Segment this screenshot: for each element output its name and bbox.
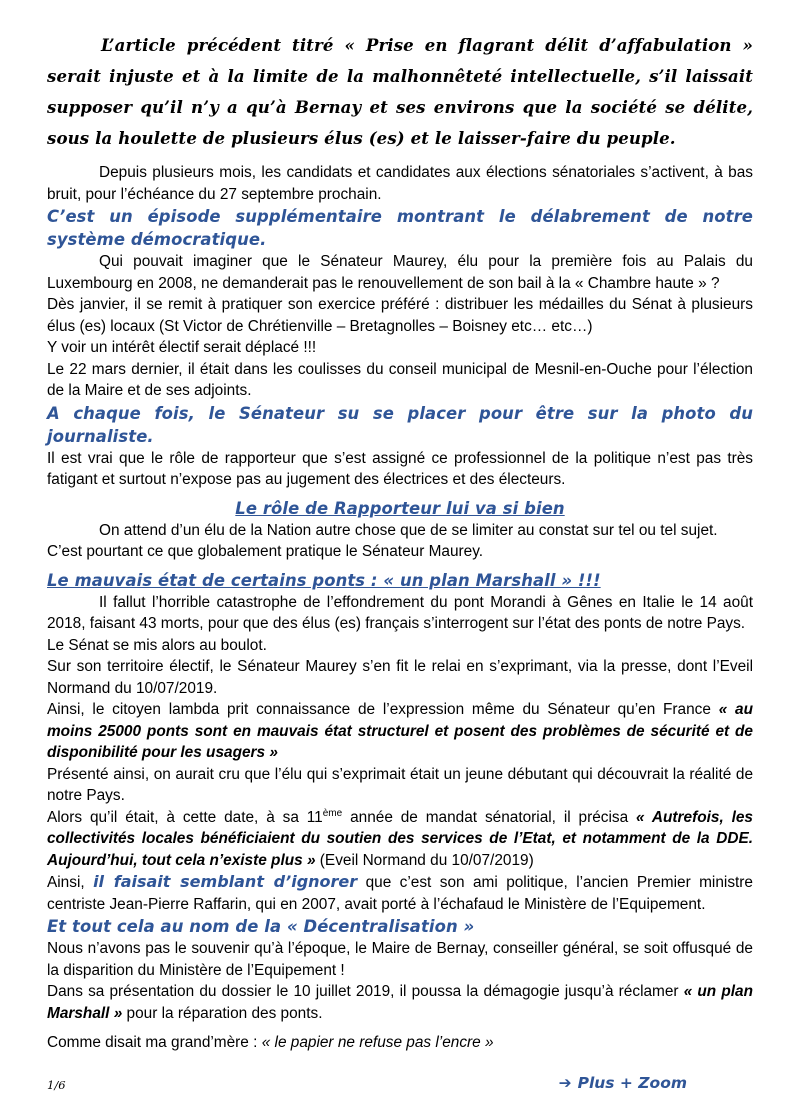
paragraph: Le Sénat se mis alors au boulot. xyxy=(47,636,267,654)
text-run: que c’est son ami politique, l’ancien Premier ministre centriste Jean-Pierre Raffarin, qui en 2007, avait porté à l’échafaud le Ministère de l’Equipement. xyxy=(47,874,753,913)
paragraph: Dès janvier, il se remit à pratiquer son exercice préféré : distribuer les médailles du Sénat à plusieurs élus (es) locaux (St Victor de Chrétienville – Bretagnolles – Boisney etc… etc…) xyxy=(47,296,753,335)
text-run: (Eveil Normand du 10/07/2019) xyxy=(315,851,534,869)
section-heading: Le rôle de Rapporteur lui va si bien xyxy=(235,498,565,518)
paragraph xyxy=(47,807,753,872)
paragraph: Sur son territoire électif, le Sénateur Maurey s’en fit le relai en s’exprimant, via la presse, dont l’Eveil Normand du 10/07/2019. xyxy=(47,658,753,697)
text-run: Ainsi, xyxy=(47,874,94,891)
text-run: Dans sa présentation du dossier le 10 juillet 2019, il poussa la démagogie jusqu’à réclamer xyxy=(47,983,684,1000)
text-run: Alors qu’il était, à cette date, à sa 11 xyxy=(47,808,323,826)
text-run: Comme disait ma grand’mère : xyxy=(47,1034,262,1051)
paragraph xyxy=(47,981,753,1024)
paragraph: C’est pourtant ce que globalement pratique le Sénateur Maurey. xyxy=(47,543,484,560)
highlight-heading: C’est un épisode supplémentaire montrant le délabrement de notre système démocratique. xyxy=(47,207,753,249)
superscript: ème xyxy=(322,807,343,819)
paragraph: Y voir un intérêt électif serait déplacé !!! xyxy=(47,339,317,356)
page-number: 1/6 xyxy=(47,1078,66,1092)
paragraph: On attend d’un élu de la Nation autre chose que de se limiter au constat sur tel ou tel sujet. xyxy=(99,521,718,539)
quote: « le papier ne refuse pas l’encre » xyxy=(261,1034,494,1051)
text-run: année de mandat sénatorial, il précisa xyxy=(342,808,637,826)
quote: « au moins 25000 ponts sont en mauvais état structurel et posent des problèmes de sécurité et de disponibilité pour les usagers » xyxy=(47,701,753,761)
paragraph: Présenté ainsi, on aurait cru que l’élu qui s’exprimait était un jeune débutant qui découvrait la réalité de notre Pays. xyxy=(47,765,753,804)
more-zoom-link[interactable] xyxy=(559,1074,687,1092)
highlight-heading: A chaque fois, le Sénateur su se placer pour être sur la photo du journaliste. xyxy=(47,403,753,446)
paragraph xyxy=(47,871,753,915)
section-heading: Le mauvais état de certains ponts : « un plan Marshall » !!! xyxy=(47,570,601,590)
more-zoom-label: Plus + Zoom xyxy=(577,1074,687,1092)
highlight-inline: il faisait semblant d’ignorer xyxy=(93,872,358,891)
text-run: pour la réparation des ponts. xyxy=(122,1004,323,1022)
document-page xyxy=(47,30,753,1054)
paragraph: Le 22 mars dernier, il était dans les coulisses du conseil municipal de Mesnil-en-Ouche pour l’élection de la Maire et de ses adjoints. xyxy=(47,360,753,399)
arrow-right-icon: ➔ xyxy=(558,1074,572,1092)
quote: « un plan Marshall » xyxy=(47,983,753,1022)
paragraph xyxy=(47,1032,753,1054)
paragraph: Il est vrai que le rôle de rapporteur que s’est assigné ce professionnel de la politique n’est pas très fatigant et surtout n’expose pas au jugement des électrices et des électeurs. xyxy=(47,449,753,488)
paragraph: Nous n’avons pas le souvenir qu’à l’époque, le Maire de Bernay, conseiller général, se soit offusqué de la disparition du Ministère de l’Equipement ! xyxy=(47,940,753,979)
paragraph xyxy=(47,699,753,764)
quote: « Autrefois, les collectivités locales bénéficiaient du soutien des services de l’Etat, et notamment de la DDE. Aujourd’hui, tout cela n’existe plus » xyxy=(47,808,753,869)
page-footer xyxy=(47,1074,753,1096)
intro-paragraph: L’article précédent titré « Prise en flagrant délit d’affabulation » serait injuste et à la limite de la malhonnêteté intellectuelle, s’il laissait supposer qu’il n’y a qu’à Bernay et ses environs que la société se délite, sous la houlette de plusieurs élus (es) et le laisser-faire du peuple. xyxy=(47,35,753,148)
paragraph: Il fallut l’horrible catastrophe de l’effondrement du pont Morandi à Gênes en Italie le 14 août 2018, faisant 43 morts, pour que des élus (es) français s’interrogent sur l’état des ponts de notre Pays. xyxy=(47,593,753,632)
paragraph: Depuis plusieurs mois, les candidats et candidates aux élections sénatoriales s’activent, à bas bruit, pour l’échéance du 27 septembre prochain. xyxy=(47,164,753,203)
text-run: Ainsi, le citoyen lambda prit connaissance de l’expression même du Sénateur qu’en France xyxy=(47,701,719,718)
paragraph: Qui pouvait imaginer que le Sénateur Maurey, élu pour la première fois au Palais du Luxembourg en 2008, ne demanderait pas le renouvellement de son bail à la « Chambre haute » ? xyxy=(47,253,753,292)
highlight-heading: Et tout cela au nom de la « Décentralisation » xyxy=(47,917,475,936)
